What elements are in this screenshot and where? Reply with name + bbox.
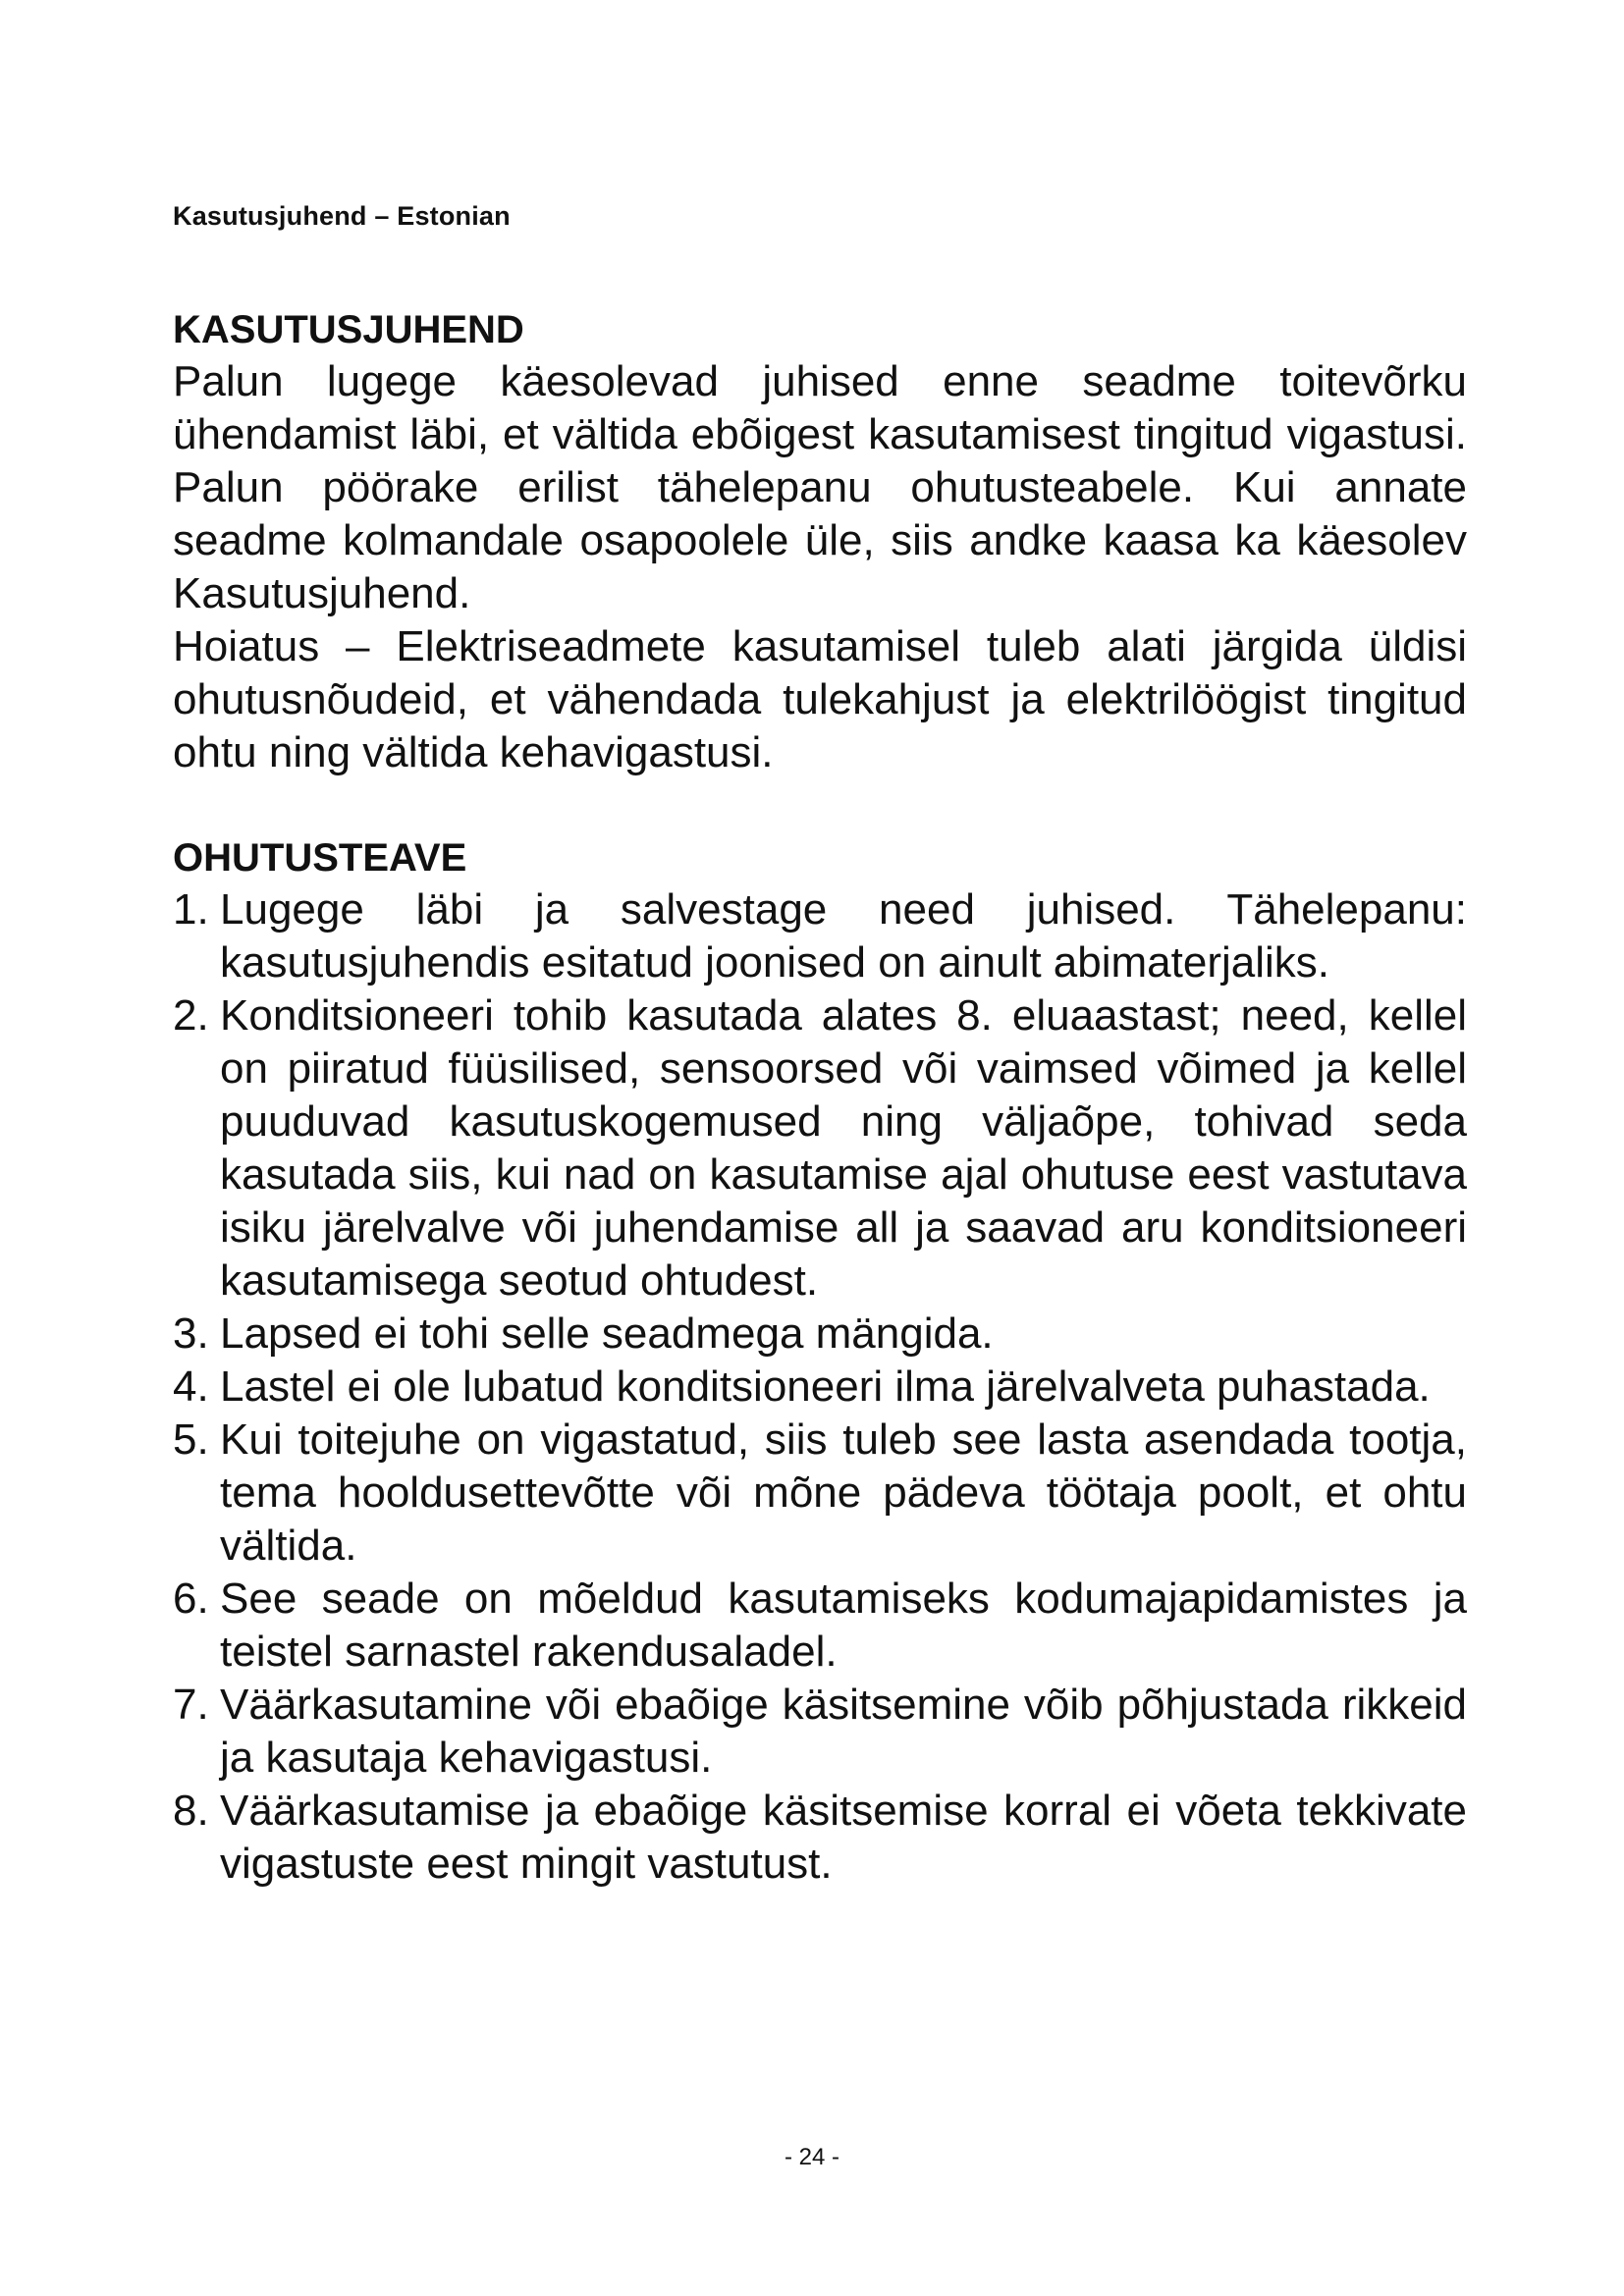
item-text: Lapsed ei tohi selle seadmega mängida.	[220, 1309, 994, 1358]
item-number: 3.	[173, 1309, 209, 1358]
list-item	[173, 1414, 1467, 1573]
list-item	[173, 1361, 1467, 1414]
item-number: 1.	[173, 885, 209, 934]
item-text: Väärkasutamise ja ebaõige käsitsemise korral ei võeta tekkivate vigastuste eest mingit vastutust.	[220, 1787, 1467, 1888]
running-header: Kasutusjuhend – Estonian	[173, 201, 511, 231]
item-text: Konditsioneeri tohib kasutada alates 8. eluaastast; need, kellel on piiratud füüsilised, sensoorsed või vaimsed võimed ja kellel puuduvad kasutuskogemused ning väljaõpe, tohivad seda kasutada siis, kui nad on kasutamise ajal ohutuse eest vastutava isiku järelvalve või juhendamise all ja saavad aru konditsioneeri kasutamisega seotud ohtudest.	[220, 991, 1467, 1305]
item-number: 8.	[173, 1787, 209, 1835]
manual-title: KASUTUSJUHEND	[173, 308, 524, 351]
item-number: 6.	[173, 1575, 209, 1623]
safety-list	[173, 883, 1467, 1891]
safety-title: OHUTUSTEAVE	[173, 836, 467, 880]
page-content	[173, 304, 1467, 1891]
item-number: 4.	[173, 1362, 209, 1411]
list-item	[173, 1573, 1467, 1679]
item-text: See seade on mõeldud kasutamiseks kodumajapidamistes ja teistel sarnastel rakendusaladel.	[220, 1575, 1467, 1676]
warning-paragraph: Hoiatus – Elektriseadmete kasutamisel tuleb alati järgida üldisi ohutusnõudeid, et vähendada tulekahjust ja elektrilöögist tingitud ohtu ning vältida kehavigastusi.	[173, 622, 1467, 776]
item-number: 5.	[173, 1415, 209, 1464]
intro-paragraph: Palun lugege käesolevad juhised enne seadme toitevõrku ühendamist läbi, et vältida ebõigest kasutamisest tingitud vigastusi. Palun pöörake erilist tähelepanu ohutusteabele. Kui annate seadme kolmandale osapoolele üle, siis andke kaasa ka käesolev Kasutusjuhend.	[173, 357, 1467, 617]
item-number: 7.	[173, 1681, 209, 1729]
list-item	[173, 1308, 1467, 1361]
item-text: Väärkasutamine või ebaõige käsitsemine võib põhjustada rikkeid ja kasutaja kehavigastusi.	[220, 1681, 1467, 1782]
item-text: Lugege läbi ja salvestage need juhised. Tähelepanu: kasutusjuhendis esitatud joonised on ainult abimaterjaliks.	[220, 885, 1467, 987]
section-spacer	[173, 779, 1467, 832]
item-text: Kui toitejuhe on vigastatud, siis tuleb see lasta asendada tootja, tema hooldusettevõtte või mõne pädeva töötaja poolt, et ohtu vältida.	[220, 1415, 1467, 1570]
list-item	[173, 1785, 1467, 1891]
list-item	[173, 1679, 1467, 1785]
item-text: Lastel ei ole lubatud konditsioneeri ilma järelvalveta puhastada.	[220, 1362, 1431, 1411]
page-number: - 24 -	[784, 2144, 839, 2170]
item-number: 2.	[173, 991, 209, 1040]
list-item	[173, 883, 1467, 989]
list-item	[173, 989, 1467, 1308]
